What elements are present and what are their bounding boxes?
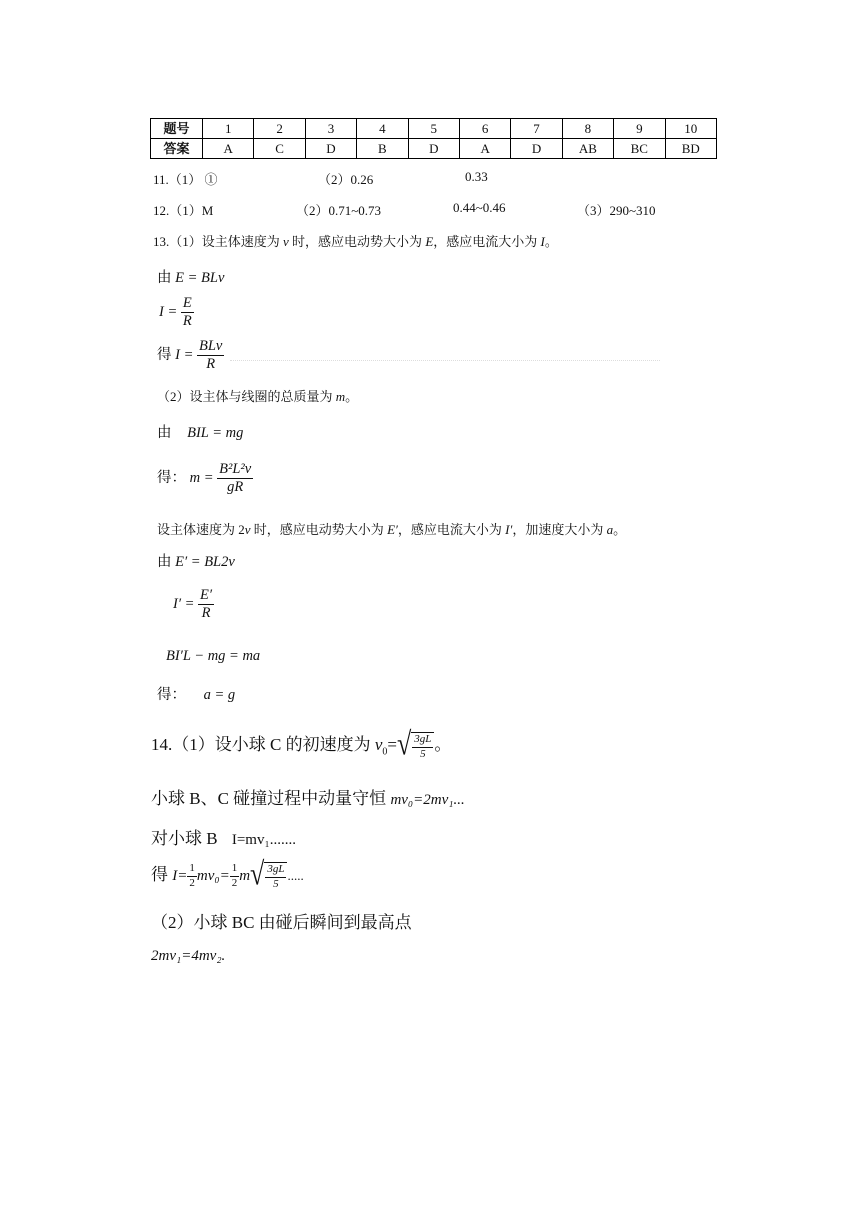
q12-line — [153, 200, 213, 219]
q13-intro-text2: 时，感应电动势大小为 — [288, 234, 426, 249]
q14-l4-m: m — [239, 868, 251, 884]
q13-2v-end: 。 — [613, 522, 627, 537]
q13-Ip-line — [173, 588, 214, 621]
q13-intro-text3: ，感应电流大小为 — [433, 234, 541, 249]
table-cell-answer: BD — [665, 139, 716, 159]
answer-table — [150, 118, 717, 159]
q14-line4 — [151, 856, 304, 893]
q14-sqrt2-den: 5 — [273, 877, 279, 890]
q13-Ip-lhs: I′ = — [173, 596, 195, 613]
q13-de: 得 — [157, 347, 172, 364]
q14-line2 — [151, 784, 465, 809]
q13-eq3-line — [157, 550, 235, 571]
q13-I-lhs: I = — [159, 304, 178, 321]
q14-half-den: 2 — [189, 876, 195, 889]
q13-2v-text2: 时，感应电动势大小为 — [250, 522, 388, 537]
q13-2v-a: a — [606, 522, 614, 537]
q13-part2-intro — [157, 386, 358, 405]
q12-answer3: 0.44~0.46 — [453, 200, 506, 215]
q12-answer4: 290~310 — [609, 203, 656, 218]
table-cell-number: 6 — [459, 119, 510, 139]
table-cell-answer: A — [203, 139, 254, 159]
q12-answer2: 0.71~0.73 — [328, 203, 382, 218]
q12-part1-label: （1） — [169, 203, 202, 218]
q14-half-1 — [187, 863, 197, 889]
q13-part2-m: m — [335, 389, 346, 404]
table-cell-number: 1 — [203, 119, 254, 139]
q13-you: 由 — [157, 270, 172, 286]
table-cell-number: 4 — [357, 119, 408, 139]
q13-you2: 由 — [157, 425, 172, 441]
q11-answer1: ① — [204, 172, 218, 187]
q14-half-num2: 1 — [230, 863, 240, 877]
q13-frac2-den: R — [206, 356, 216, 373]
q14-l1-text: 14.（1）设小球 C 的初速度为 — [151, 735, 375, 754]
table-cell-number: 7 — [511, 119, 562, 139]
q13-frac1-den: R — [182, 313, 192, 330]
table-cell-answer: B — [357, 139, 408, 159]
q14-line5: （2）小球 BC 由碰后瞬间到最高点 — [151, 913, 412, 932]
q14-l1-sub: 0 — [382, 746, 388, 758]
q13-2v-v: v — [244, 522, 251, 537]
q13-you3: 由 — [157, 554, 172, 570]
q12-answer1: M — [201, 203, 214, 218]
q13-eq2-line — [157, 421, 243, 442]
table-cell-answer: A — [459, 139, 510, 159]
q14-l2-text: 小球 B、C 碰撞过程中动量守恒 — [151, 789, 391, 808]
q12-part3-label: （3） — [577, 203, 610, 218]
table-cell-answer: D — [305, 139, 356, 159]
q13-intro-text: 13.（1）设主体速度为 — [153, 234, 284, 249]
table-cell-number: 3 — [305, 119, 356, 139]
q14-l1-end: 。 — [434, 735, 452, 754]
table-cell-number: 9 — [614, 119, 665, 139]
q12-part2 — [296, 200, 381, 219]
table-row-numbers — [151, 119, 717, 139]
q13-eq5-line — [157, 683, 235, 704]
q14-half-2 — [230, 863, 240, 889]
table-header-label: 题号 — [151, 119, 203, 139]
q11-answer2: 0.26 — [350, 172, 374, 187]
q13-2v-text: 设主体速度为 2 — [157, 522, 245, 537]
q14-sqrt-den: 5 — [420, 747, 426, 760]
q12-part2-label: （2） — [296, 203, 329, 218]
q13-I-lhs2: I = — [175, 347, 194, 364]
sqrt-sign-icon: √ — [250, 856, 265, 893]
q13-2v-text3: ，感应电流大小为 — [397, 522, 506, 537]
q14-l2-eq: mv₀=2mv₁... — [390, 792, 465, 808]
q13-intro-I: I — [540, 234, 545, 249]
q14-l1-v: v — [374, 735, 383, 754]
table-cell-number: 5 — [408, 119, 459, 139]
table-answer-label: 答案 — [151, 139, 203, 159]
q13-frac4-den: R — [201, 605, 211, 622]
q11-line — [153, 169, 218, 188]
q13-result-line — [157, 339, 224, 372]
q14-l3-text: 对小球 B — [151, 829, 218, 848]
q13-2v-line — [157, 519, 626, 538]
table-cell-answer: D — [408, 139, 459, 159]
q13-frac3-num: B²L²v — [217, 462, 253, 479]
table-cell-answer: AB — [562, 139, 613, 159]
q11-number: 11. — [153, 172, 169, 187]
q14-l3-eq: I=mv₁....... — [231, 832, 296, 848]
q13-m-lhs: m = — [189, 470, 214, 487]
q12-number: 12. — [153, 203, 170, 218]
q14-line3 — [151, 824, 296, 849]
table-cell-answer: BC — [614, 139, 665, 159]
q13-intro-v: v — [283, 234, 289, 249]
table-row-answers — [151, 139, 717, 159]
q14-l4-mv0: mv₀= — [196, 868, 230, 884]
q14-half-den2: 2 — [231, 876, 238, 889]
q13-eq1: E = BLv — [175, 270, 225, 286]
q13-2v-I: I′ — [505, 522, 513, 537]
q13-eq4-text: BI′L − mg = ma — [166, 648, 261, 664]
table-cell-number: 10 — [665, 119, 716, 139]
q13-intro — [153, 231, 558, 250]
sqrt-sign-icon: √ — [396, 726, 412, 763]
q13-eq1-line — [157, 266, 224, 287]
q14-l4-I: I= — [172, 868, 188, 884]
q13-de2: 得： — [157, 470, 186, 487]
q13-frac2-num: BLv — [197, 339, 224, 356]
q12-part3 — [577, 200, 656, 219]
q13-frac-BLv-R — [197, 339, 224, 372]
q11-part2-label: （2） — [318, 172, 351, 187]
table-cell-answer: D — [511, 139, 562, 159]
q13-eq4 — [166, 648, 260, 665]
q13-part2-end: 。 — [345, 389, 359, 404]
q14-sqrt — [396, 726, 434, 763]
q13-frac4-num: E′ — [198, 588, 214, 605]
q11-answer3: 0.33 — [465, 169, 488, 184]
q13-intro-end: 。 — [544, 234, 558, 249]
q14-line1 — [151, 726, 452, 763]
q13-frac-Ep-R — [198, 588, 214, 621]
q13-frac3-den: gR — [227, 479, 244, 496]
q13-eq5: a = g — [203, 687, 236, 703]
table-cell-number: 8 — [562, 119, 613, 139]
q13-frac-E-R — [181, 296, 194, 329]
q11-part1-label: （1） — [168, 172, 202, 187]
q14-sqrt-num: 3gL — [412, 734, 433, 748]
q14-line6 — [151, 948, 225, 965]
q14-l4-end: ..... — [287, 868, 304, 883]
q13-2v-E: E′ — [387, 522, 398, 537]
q13-eq2: BIL = mg — [187, 425, 244, 441]
q14-l4-de: 得 — [151, 865, 168, 884]
table-cell-answer: C — [254, 139, 305, 159]
q13-part2-text: （2）设主体与线圈的总质量为 — [157, 389, 336, 404]
q13-frac-m — [217, 462, 253, 495]
q14-sqrt2-num: 3gL — [265, 864, 286, 878]
q13-eq3: E′ = BL2v — [175, 554, 235, 570]
q13-intro-E: E — [425, 234, 434, 249]
q14-l1-eq: = — [387, 735, 397, 754]
q14-sqrt2 — [250, 856, 287, 893]
divider — [230, 360, 660, 361]
q14-l6-eq: 2mv₁=4mv₂. — [151, 948, 226, 964]
table-cell-number: 2 — [254, 119, 305, 139]
q13-frac1-num: E — [181, 296, 194, 313]
q14-half-num: 1 — [187, 863, 197, 877]
q13-2v-text4: ，加速度大小为 — [512, 522, 607, 537]
q11-part2 — [318, 169, 373, 188]
q13-I-line — [159, 296, 194, 329]
q13-m-line — [157, 462, 253, 495]
q13-de3: 得： — [157, 687, 186, 703]
